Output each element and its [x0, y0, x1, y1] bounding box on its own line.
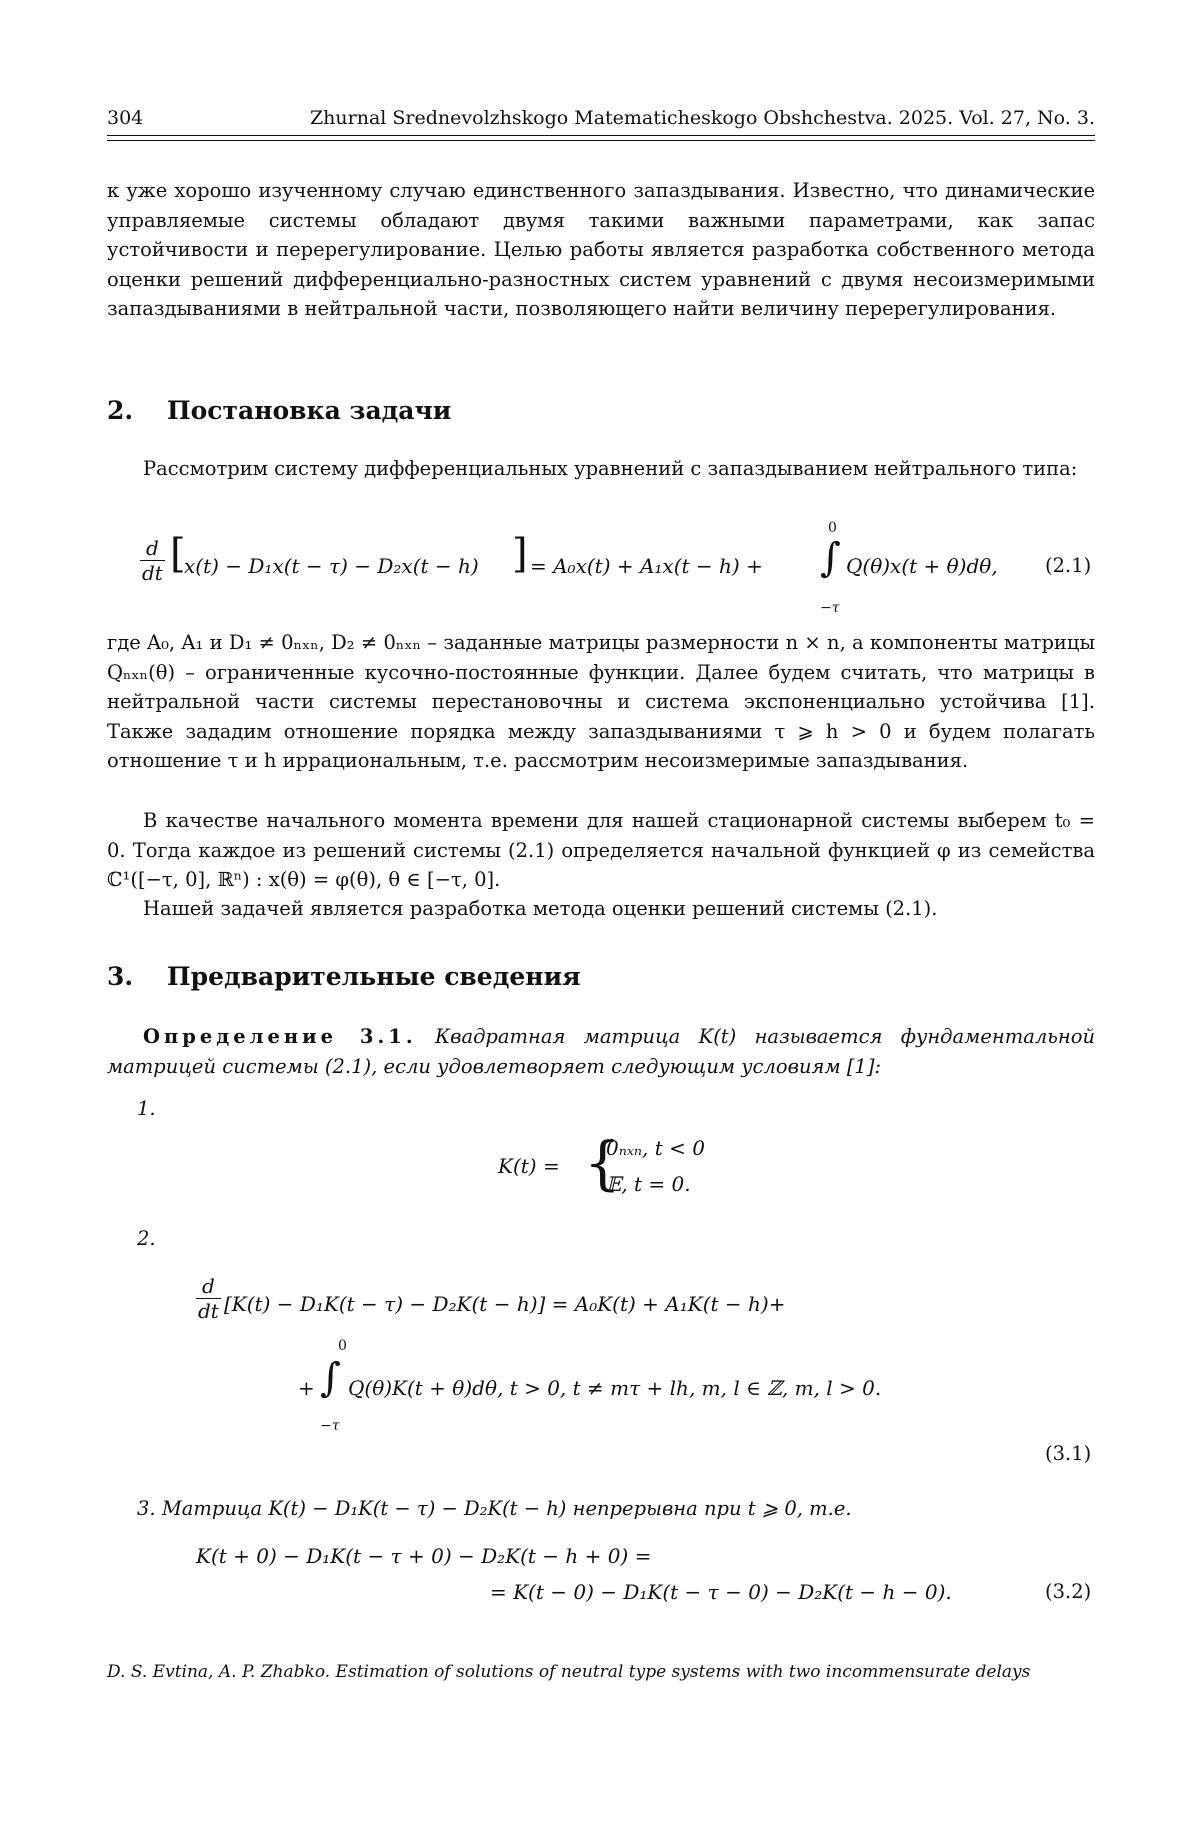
- running-footer: D. S. Evtina, A. P. Zhabko. Estimation of solutions of neutral type systems with two incommensurate delays: [107, 1662, 1031, 1682]
- eq31-line-2: Q(θ)K(t + θ)dθ, t > 0, t ≠ mτ + lh, m, l ∈ ℤ, m, l > 0.: [348, 1376, 882, 1400]
- section-2-number: 2.: [107, 396, 134, 425]
- header-rule-bottom: [107, 140, 1095, 141]
- page-number: 304: [107, 107, 144, 129]
- case-1: 0ₙₓₙ, t < 0: [606, 1136, 705, 1160]
- cases-lhs: K(t) =: [498, 1154, 560, 1178]
- section-2-title: Постановка задачи: [167, 396, 452, 425]
- case-2: 𝔼, t = 0.: [606, 1172, 691, 1196]
- eq31-int-lower: −τ: [320, 1418, 340, 1434]
- journal-title: Zhurnal Srednevolzhskogo Matematicheskogo Obshchestva. 2025. Vol. 27, No. 3.: [309, 107, 1095, 129]
- section-3-heading: [107, 962, 581, 991]
- item-3-text: Матрица K(t) − D₁K(t − τ) − D₂K(t − h) непрерывна при t ⩾ 0, т.е.: [161, 1497, 852, 1520]
- eq21-derivative: $\frac{d}{dt}$: [142, 536, 163, 585]
- eq21-bracket-content: x(t) − D₁x(t − τ) − D₂x(t − h): [184, 554, 479, 578]
- cases-brace: {: [584, 1129, 621, 1197]
- running-header: [107, 107, 1095, 137]
- section-3-title: Предварительные сведения: [167, 962, 581, 991]
- equation-3-2-line-2: = K(t − 0) − D₁K(t − τ − 0) − D₂K(t − h − 0).: [490, 1580, 952, 1604]
- eq21-integral-sign: ∫: [820, 535, 841, 581]
- item-2-label: 2.: [137, 1227, 156, 1250]
- equation-3-1-number: (3.1): [1045, 1442, 1092, 1465]
- definition-label: Определение 3.1.: [143, 1025, 417, 1048]
- section-2-para-1: Рассмотрим систему дифференциальных уравнений с запаздыванием нейтрального типа:: [143, 457, 1078, 480]
- equation-3-2-number: (3.2): [1045, 1580, 1092, 1603]
- definition-3-1: [107, 1022, 1095, 1081]
- eq21-integrand: Q(θ)x(t + θ)dθ,: [846, 554, 998, 578]
- eq31-line-1: [K(t) − D₁K(t − τ) − D₂K(t − h)] = A₀K(t) + A₁K(t − h)+: [224, 1292, 786, 1316]
- eq21-int-upper: 0: [828, 520, 837, 536]
- equation-2-1-number: (2.1): [1045, 554, 1092, 577]
- eq31-integral-sign: ∫: [320, 1355, 341, 1401]
- equation-3-2-line-1: K(t + 0) − D₁K(t − τ + 0) − D₂K(t − h + 0) =: [196, 1544, 652, 1568]
- equation-2-1: [140, 520, 998, 620]
- eq21-left-bracket: [: [170, 531, 186, 577]
- equation-3-1: [196, 1268, 956, 1434]
- eq21-rhs: = A₀x(t) + A₁x(t − h) +: [530, 554, 763, 578]
- eq21-right-bracket: ]: [512, 531, 528, 577]
- section-3-number: 3.: [107, 962, 134, 991]
- section-2-para-2: где A₀, A₁ и D₁ ≠ 0ₙₓₙ, D₂ ≠ 0ₙₓₙ – заданные матрицы размерности n × n, а компоненты матрицы Qₙₓₙ(θ) – ограниченные кусочно-постоянные функции. Далее будем считать, что матрицы в нейтральной части системы перестановочны и система экспоненциально устойчива [1]. Также зададим отношение порядка между запаздываниями τ ⩾ h > 0 и будем полагать отношение τ и h иррациональным, т.е. рассмотрим несоизмеримые запаздывания.: [107, 631, 1095, 772]
- eq31-derivative: $\frac{d}{dt}$: [198, 1274, 219, 1323]
- definition-text: Квадратная матрица K(t) называется фундаментальной матрицей системы (2.1), если удовлетворяет следующим условиям [1]:: [107, 1025, 1096, 1078]
- intro-paragraph: к уже хорошо изученному случаю единственного запаздывания. Известно, что динамические управляемые системы обладают двумя такими важными параметрами, как запас устойчивости и перерегулирование. Целью работы является разработка собственного метода оценки решений дифференциально-разностных систем уравнений с двумя несоизмеримыми запаздываниями в нейтральной части, позволяющего найти величину перерегулирования.: [107, 179, 1095, 320]
- equation-cases: [498, 1128, 758, 1208]
- item-3: [137, 1494, 1095, 1524]
- section-2-para-4: Нашей задачей является разработка метода оценки решений системы (2.1).: [143, 897, 938, 920]
- item-3-label: 3.: [137, 1497, 156, 1520]
- section-2-heading: [107, 396, 451, 425]
- header-rule-top: [107, 135, 1095, 136]
- section-2-para-3: В качестве начального момента времени для нашей стационарной системы выберем t₀ = 0. Тогда каждое из решений системы (2.1) определяется начальной функцией φ из семейства ℂ¹([−τ, 0], ℝⁿ) : x(θ) = φ(θ), θ ∈ [−τ, 0].: [107, 809, 1095, 891]
- eq31-plus: +: [298, 1376, 315, 1400]
- item-1-label: 1.: [137, 1097, 156, 1120]
- eq31-int-upper: 0: [338, 1338, 347, 1354]
- eq21-int-lower: −τ: [820, 600, 840, 616]
